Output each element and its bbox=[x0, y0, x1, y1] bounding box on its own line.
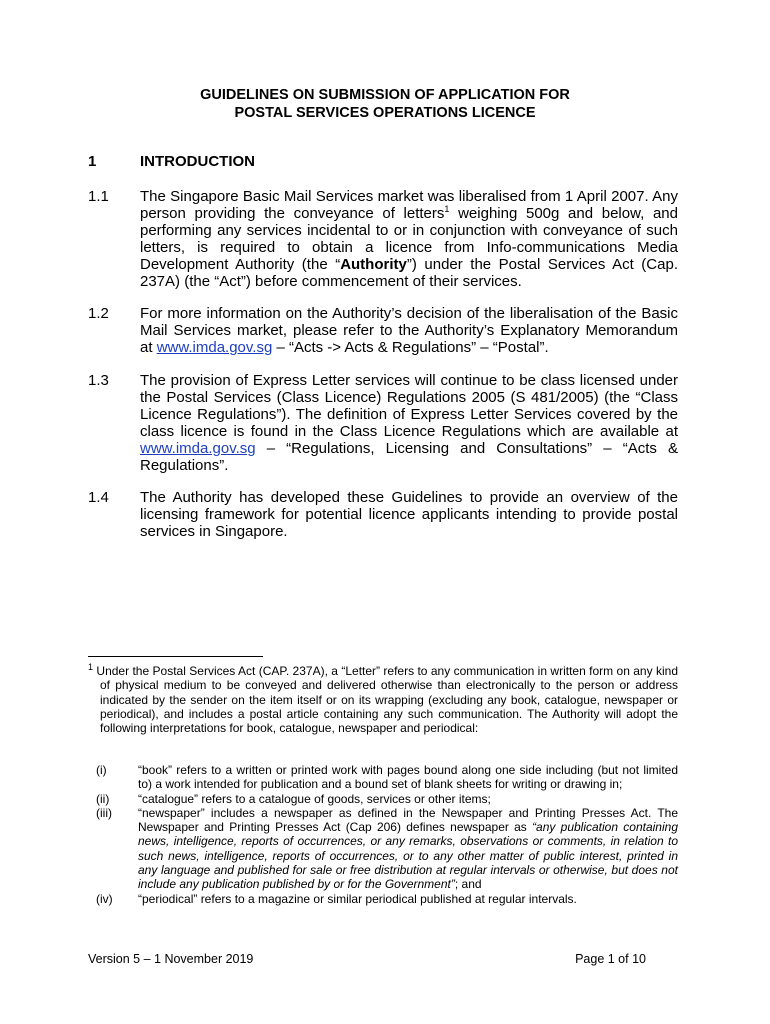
paragraph-number: 1.3 bbox=[88, 372, 109, 389]
footnote-separator bbox=[88, 656, 263, 657]
footer-version: Version 5 – 1 November 2019 bbox=[88, 952, 254, 966]
list-marker: (ii) bbox=[96, 791, 110, 806]
paragraph-number: 1.1 bbox=[88, 188, 109, 205]
text-run: ”) under the Postal Services Act (Cap. 237A) (the “Act”) before commencement of their services. bbox=[140, 256, 678, 290]
paragraph-text: The Authority has developed these Guidelines to provide an overview of the licensing framework for potential licence applicants intending to provide postal services in Singapore. bbox=[140, 489, 678, 540]
title-line-2: POSTAL SERVICES OPERATIONS LICENCE bbox=[234, 105, 536, 121]
quoted-definition: “any publication containing news, intelligence, reports of occurrences, or any remarks, observations or comments, in relation to such news, intelligence, reports of occurrences, or to any other matter of public interest, printed in any language and published for sale or free distribution at regular intervals or otherwise, but does not include any publication published by or for the Government” bbox=[138, 820, 678, 892]
footnote-reference: 1 bbox=[444, 204, 450, 214]
footnote-1 bbox=[88, 664, 678, 735]
document-title bbox=[0, 86, 770, 122]
text-run: – “Regulations, Licensing and Consultations” – “Acts & Regulations”. bbox=[140, 440, 678, 474]
text-run: ; and bbox=[454, 877, 482, 892]
paragraph-text bbox=[140, 372, 678, 474]
section-number: 1 bbox=[88, 153, 97, 170]
list-item-text: “periodical” refers to a magazine or similar periodical published at regular intervals. bbox=[138, 891, 577, 906]
list-item-text: “book” refers to a written or printed work with pages bound along one side including (but not limited to) a work intended for publication and a bound set of blank sheets for writing or drawing in; bbox=[138, 763, 678, 792]
footnote-marker: 1 bbox=[88, 662, 94, 672]
paragraph-text bbox=[140, 188, 678, 290]
text-run: “newspaper” includes a newspaper as defined in the Newspaper and Printing Presses Act. The Newspaper and Printing Presses Act (Cap 206) defines newspaper as bbox=[138, 805, 678, 835]
imda-link[interactable]: www.imda.gov.sg bbox=[156, 339, 273, 356]
defined-term: Authority bbox=[340, 256, 407, 273]
list-item-text: “catalogue” refers to a catalogue of goods, services or other items; bbox=[138, 791, 491, 806]
footer-page-number: Page 1 of 10 bbox=[575, 952, 646, 966]
footnote-definitions-list bbox=[96, 763, 678, 906]
paragraph-text bbox=[140, 305, 678, 356]
list-item bbox=[96, 892, 678, 906]
text-run: – “Acts -> Acts & Regulations” – “Postal”. bbox=[272, 339, 549, 356]
paragraph-number: 1.4 bbox=[88, 489, 109, 506]
list-marker: (i) bbox=[96, 763, 107, 777]
list-item bbox=[96, 792, 678, 806]
list-marker: (iii) bbox=[96, 805, 112, 820]
list-item bbox=[96, 806, 678, 892]
list-marker: (iv) bbox=[96, 891, 113, 906]
section-title: INTRODUCTION bbox=[140, 153, 255, 170]
text-run: weighing 500g and below, and performing any services incidental to or in conjunction with conveyance of such letters, is required to obtain a licence from Info-communications Media Development Authority (the “ bbox=[140, 205, 678, 273]
text-run: The provision of Express Letter services will continue to be class licensed under the Postal Services (Class Licence) Regulations 2005 (S 481/2005) (the “Class Licence Regulations”). The definition of Express Letter Services covered by the class licence is found in the Class Licence Regulations which are available at bbox=[140, 372, 678, 440]
paragraph-number: 1.2 bbox=[88, 305, 109, 322]
list-item-text bbox=[138, 806, 678, 891]
list-item bbox=[96, 763, 678, 792]
title-line-1: GUIDELINES ON SUBMISSION OF APPLICATION FOR bbox=[200, 87, 570, 103]
text-run: The Singapore Basic Mail Services market was liberalised from 1 April 2007. Any person providing the conveyance of letters bbox=[140, 188, 678, 222]
footnote-text: Under the Postal Services Act (CAP. 237A), a “Letter” refers to any communication in written form on any kind of physical medium to be conveyed and delivered otherwise than electronically to the person or address indicated by the sender on the item itself or on its wrapping (excluding any book, catalogue, newspaper or periodical), and includes a postal article containing any such communication. The Authority will adopt the following interpretations for book, catalogue, newspaper and periodical: bbox=[93, 664, 678, 736]
text-run: For more information on the Authority’s decision of the liberalisation of the Basic Mail Services market, please refer to the Authority’s Explanatory Memorandum at bbox=[140, 305, 678, 356]
imda-link[interactable]: www.imda.gov.sg bbox=[140, 440, 256, 457]
